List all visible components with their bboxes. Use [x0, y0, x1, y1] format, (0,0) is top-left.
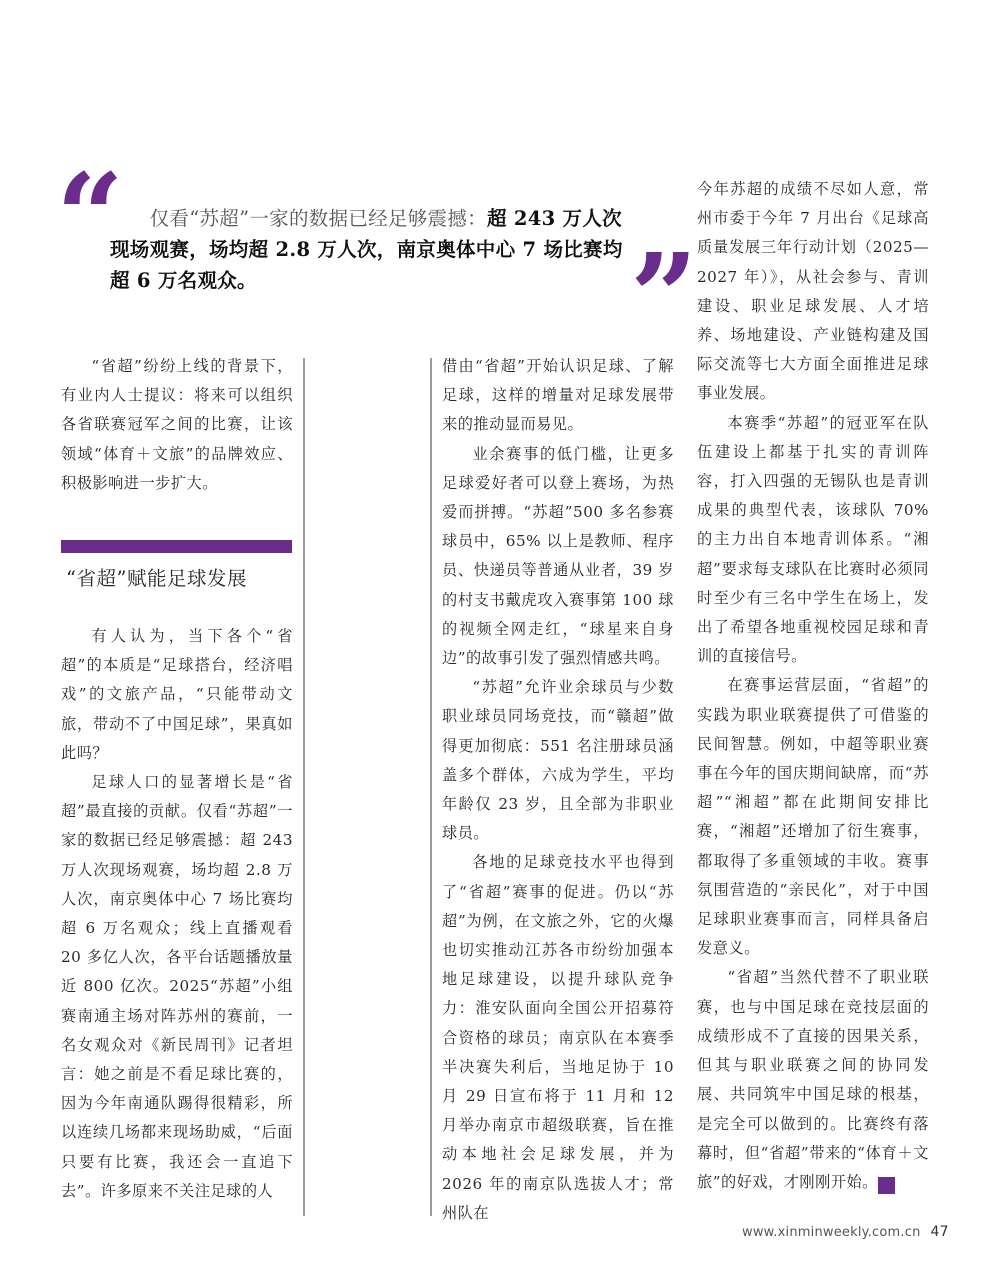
body-paragraph: “省超”纷纷上线的背景下，有业内人士提议：将来可以组织各省联赛冠军之间的比赛，让该领域“体育＋文旅”的品牌效应、积极影响进一步扩大。: [61, 357, 293, 492]
pull-quote-lead: 仅看“苏超”一家的数据已经足够震撼：: [149, 207, 487, 230]
body-paragraph-continued: 借由“省超”开始认识足球、了解足球，这样的增量对足球发展带来的推动显而易见。: [442, 357, 674, 434]
body-paragraph: 足球人口的显著增长是“省超”最直接的贡献。仅看“苏超”一家的数据已经足够震撼：超 243 万人次现场观赛，场均超 2.8 万人次，南京奥体中心 7 场比赛均超 6 万名观众；线上直播观看 20 多亿人次，各平台话题播放量近 800 亿次。2025“苏超”小组赛南通主场对阵苏州的赛前，一名女观众对《新民周刊》记者坦言：她之前是不看足球比赛的，因为今年南通队踢得很精彩，所以连续几场都来现场助威，“后面只要有比赛，我还会一直追下去”。许多原来不关注足球的人: [61, 773, 293, 1200]
column-divider: [303, 358, 305, 1216]
final-paragraph-text: “省超”当然代替不了职业联赛，也与中国足球在竞技层面的成绩形成不了直接的因果关系，但其与职业联赛之间的协同发展、共同筑牢中国足球的根基，是完全可以做到的。比赛终有落幕时，但“省超”带来的“体育＋文旅”的好戏，才刚刚开始。: [697, 968, 929, 1191]
pull-quote-emphasis: 超 243 万人次现场观赛，场均超 2.8 万人次，南京奥体中心 7 场比赛均超 6 万名观众。: [110, 207, 623, 292]
body-paragraph: [697, 963, 929, 1197]
body-paragraph: 业余赛事的低门槛，让更多足球爱好者可以登上赛场，为热爱而拼搏。“苏超”500 多名参赛球员中，65% 以上是教师、程序员、快递员等普通从业者，39 岁的村支书戴虎攻入赛事第 100 球的视频全网走红，“球星来自身边”的故事引发了强烈情感共鸣。: [442, 444, 674, 668]
body-paragraph: 各地的足球竞技水平也得到了“省超”赛事的促进。仍以“苏超”为例，在文旅之外，它的火爆也切实推动江苏各市纷纷加强本地足球建设，以提升球队竞争力：淮安队面向全国公开招募符合资格的球员；南京队在本赛季半决赛失利后，当地足协于 10 月 29 日宣布将于 11 月和 12 月举办南京市超级联赛，旨在推动本地社会足球发展，并为 2026 年的南京队选拔人才；常州队在: [442, 853, 674, 1222]
close-quote-mark: ”: [630, 227, 698, 366]
column-2: [442, 352, 674, 1228]
column-1-body: [61, 622, 293, 1206]
section-heading: “省超”赋能足球发展: [66, 567, 247, 590]
page-number: 47: [930, 1224, 949, 1240]
column-divider: [430, 358, 432, 1216]
column-3: [697, 175, 929, 1197]
page-footer: [742, 1224, 949, 1240]
section-bar: [61, 540, 292, 553]
open-quote-mark: “: [56, 147, 124, 286]
website-url: www.xinminweekly.com.cn: [742, 1225, 921, 1240]
body-paragraph: “苏超”允许业余球员与少数职业球员同场竞技，而“赣超”做得更加彻底：551 名注册球员涵盖多个群体，六成为学生，平均年龄仅 23 岁，且全部为非职业球员。: [442, 678, 674, 843]
column-1-intro: [61, 352, 293, 498]
body-paragraph: 在赛事运营层面，“省超”的实践为职业联赛提供了可借鉴的民间智慧。例如，中超等职业赛事在今年的国庆期间缺席，而“苏超”“湘超”都在此期间安排比赛，“湘超”还增加了衍生赛事，都取得了多重领域的丰收。赛事氛围营造的“亲民化”，对于中国足球职业赛事而言，同样具备启发意义。: [697, 676, 929, 958]
body-paragraph-continued: 今年苏超的成绩不尽如人意，常州市委于今年 7 月出台《足球高质量发展三年行动计划（2025—2027 年）》，从社会参与、青训建设、职业足球发展、人才培养、场地建设、产业链构建及国际交流等七大方面全面推进足球事业发展。: [697, 180, 929, 403]
body-paragraph: 本赛季“苏超”的冠亚军在队伍建设上都基于扎实的青训阵容，打入四强的无锡队也是青训成果的典型代表，该球队 70% 的主力出自本地青训体系。“湘超”要求每支球队在比赛时必须同时至少有三名中学生在场上，发出了希望各地重视校园足球和青训的直接信号。: [697, 413, 929, 666]
pull-quote: [110, 203, 630, 296]
end-mark-logo-icon: 民: [878, 1177, 895, 1194]
body-paragraph: 有人认为，当下各个“省超”的本质是“足球搭台，经济唱戏”的文旅产品，“只能带动文旅，带动不了中国足球”，果真如此吗？: [61, 627, 293, 762]
